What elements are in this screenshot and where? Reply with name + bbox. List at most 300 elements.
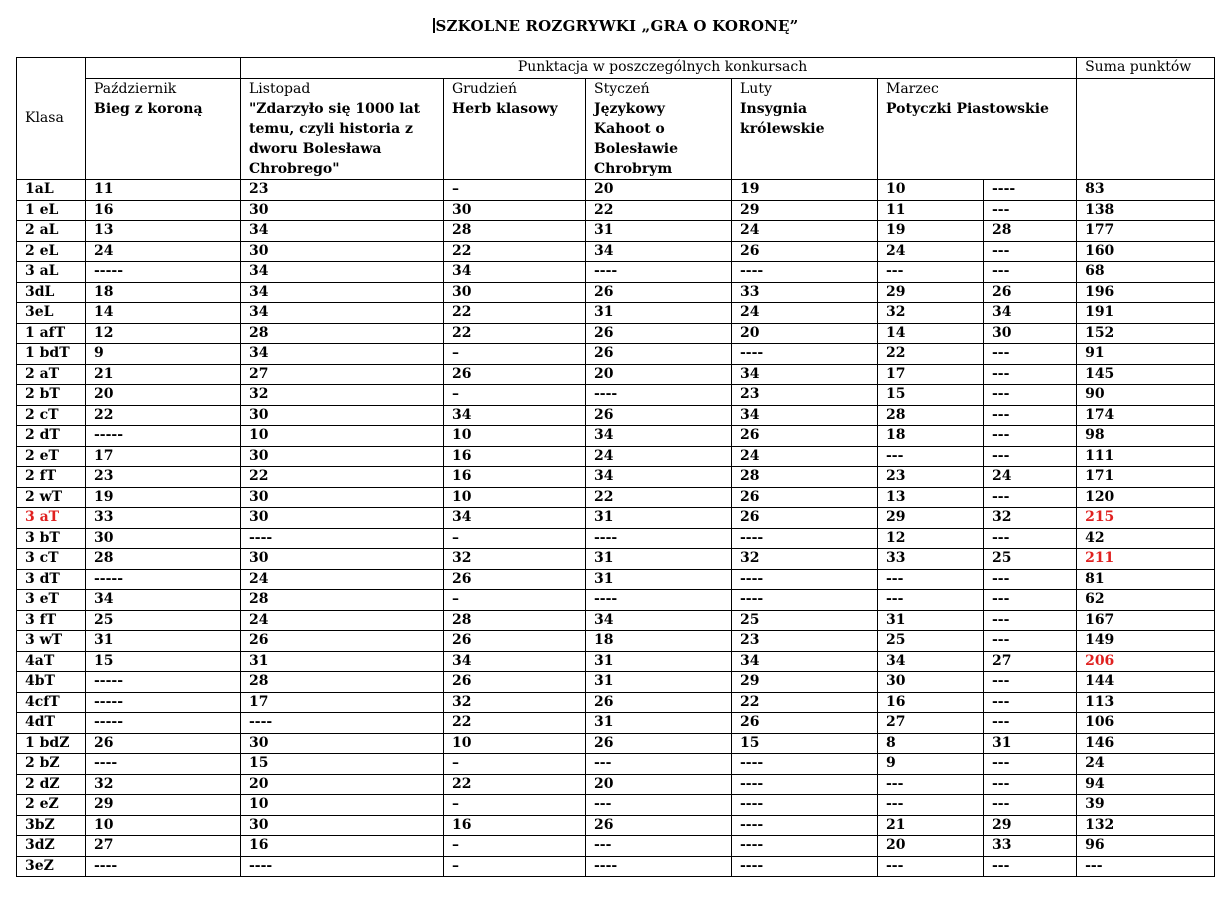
klasa-cell: 2 eL xyxy=(17,241,86,262)
score-cell: 13 xyxy=(86,221,241,242)
score-cell: ----- xyxy=(86,262,241,283)
klasa-cell: 3 cT xyxy=(17,549,86,570)
score-cell: 26 xyxy=(586,323,732,344)
score-cell: 25 xyxy=(732,610,878,631)
score-cell: 32 xyxy=(732,549,878,570)
score-cell: 30 xyxy=(241,549,444,570)
score-cell: 34 xyxy=(444,651,586,672)
sum-cell: 42 xyxy=(1077,528,1215,549)
score-cell: ----- xyxy=(86,672,241,693)
score-cell: 34 xyxy=(732,651,878,672)
score-cell: --- xyxy=(984,446,1077,467)
score-cell: 24 xyxy=(241,569,444,590)
score-cell: 29 xyxy=(86,795,241,816)
sum-cell: 160 xyxy=(1077,241,1215,262)
klasa-cell: 2 dZ xyxy=(17,774,86,795)
score-cell: 10 xyxy=(444,733,586,754)
score-cell: ---- xyxy=(732,344,878,365)
score-cell: 22 xyxy=(444,323,586,344)
klasa-cell: 3dL xyxy=(17,282,86,303)
score-cell: ---- xyxy=(586,262,732,283)
score-cell: 28 xyxy=(241,323,444,344)
score-cell: 16 xyxy=(241,836,444,857)
score-cell: 32 xyxy=(86,774,241,795)
score-cell: 26 xyxy=(444,569,586,590)
score-cell: 34 xyxy=(586,241,732,262)
klasa-cell: 4bT xyxy=(17,672,86,693)
score-cell: 30 xyxy=(241,487,444,508)
score-cell: 14 xyxy=(86,303,241,324)
score-cell: --- xyxy=(984,364,1077,385)
sum-cell: 145 xyxy=(1077,364,1215,385)
score-cell: --- xyxy=(878,590,984,611)
score-cell: 34 xyxy=(586,467,732,488)
score-cell: 25 xyxy=(984,549,1077,570)
klasa-cell: 2 aL xyxy=(17,221,86,242)
score-cell: 32 xyxy=(444,549,586,570)
score-cell: 27 xyxy=(241,364,444,385)
score-cell: 16 xyxy=(878,692,984,713)
score-cell: 22 xyxy=(586,487,732,508)
score-cell: 34 xyxy=(444,405,586,426)
score-cell: ---- xyxy=(86,754,241,775)
header-top-row xyxy=(17,58,1215,79)
score-cell: 30 xyxy=(86,528,241,549)
score-cell: 34 xyxy=(984,303,1077,324)
score-cell: 26 xyxy=(732,426,878,447)
sum-cell: 196 xyxy=(1077,282,1215,303)
score-cell: 20 xyxy=(586,180,732,201)
score-cell: 26 xyxy=(586,733,732,754)
score-cell: --- xyxy=(878,774,984,795)
score-cell: 28 xyxy=(86,549,241,570)
sum-cell: 90 xyxy=(1077,385,1215,406)
klasa-cell: 2 eZ xyxy=(17,795,86,816)
score-cell: 34 xyxy=(86,590,241,611)
score-cell: 30 xyxy=(241,241,444,262)
score-cell: 33 xyxy=(984,836,1077,857)
table-row xyxy=(17,303,1215,324)
score-cell: ---- xyxy=(586,590,732,611)
score-cell: --- xyxy=(984,774,1077,795)
score-cell: --- xyxy=(984,426,1077,447)
score-cell: --- xyxy=(984,487,1077,508)
score-cell: 34 xyxy=(241,221,444,242)
text-cursor xyxy=(433,18,435,33)
score-cell: --- xyxy=(586,754,732,775)
sum-cell: 144 xyxy=(1077,672,1215,693)
score-cell: – xyxy=(444,836,586,857)
table-row xyxy=(17,836,1215,857)
score-cell: 28 xyxy=(444,610,586,631)
score-cell: 10 xyxy=(86,815,241,836)
score-cell: 26 xyxy=(732,241,878,262)
klasa-cell: 3 fT xyxy=(17,610,86,631)
score-cell: ---- xyxy=(241,856,444,877)
score-cell: 22 xyxy=(444,774,586,795)
table-row xyxy=(17,323,1215,344)
klasa-cell: 3 aT xyxy=(17,508,86,529)
score-cell: --- xyxy=(984,631,1077,652)
table-row xyxy=(17,610,1215,631)
sum-cell: 149 xyxy=(1077,631,1215,652)
table-row xyxy=(17,426,1215,447)
score-cell: ---- xyxy=(732,836,878,857)
score-cell: --- xyxy=(984,795,1077,816)
sum-cell: 106 xyxy=(1077,713,1215,734)
sum-cell: 111 xyxy=(1077,446,1215,467)
score-cell: 24 xyxy=(586,446,732,467)
score-cell: --- xyxy=(984,262,1077,283)
score-cell: 22 xyxy=(444,303,586,324)
table-row xyxy=(17,344,1215,365)
klasa-cell: 3dZ xyxy=(17,836,86,857)
score-cell: --- xyxy=(878,856,984,877)
klasa-cell: 4aT xyxy=(17,651,86,672)
sum-cell: 152 xyxy=(1077,323,1215,344)
klasa-cell: 3eZ xyxy=(17,856,86,877)
page-title xyxy=(0,17,1231,35)
score-cell: ----- xyxy=(86,692,241,713)
score-cell: 28 xyxy=(984,221,1077,242)
sum-cell: 62 xyxy=(1077,590,1215,611)
score-cell: 31 xyxy=(586,221,732,242)
klasa-cell: 3 aL xyxy=(17,262,86,283)
score-cell: 9 xyxy=(878,754,984,775)
score-cell: 26 xyxy=(586,815,732,836)
score-cell: 23 xyxy=(241,180,444,201)
score-cell: 29 xyxy=(878,282,984,303)
score-cell: 23 xyxy=(86,467,241,488)
score-cell: 30 xyxy=(241,733,444,754)
score-cell: 10 xyxy=(444,426,586,447)
score-cell: 34 xyxy=(586,426,732,447)
score-cell: 26 xyxy=(586,692,732,713)
table-row xyxy=(17,405,1215,426)
table-row xyxy=(17,282,1215,303)
score-cell: 16 xyxy=(444,467,586,488)
table-row xyxy=(17,364,1215,385)
sum-cell: 68 xyxy=(1077,262,1215,283)
score-cell: 26 xyxy=(732,487,878,508)
score-cell: 22 xyxy=(586,200,732,221)
sum-cell: --- xyxy=(1077,856,1215,877)
table-row xyxy=(17,487,1215,508)
score-cell: 11 xyxy=(86,180,241,201)
score-cell: 20 xyxy=(732,323,878,344)
score-cell: ---- xyxy=(732,590,878,611)
score-cell: --- xyxy=(984,569,1077,590)
sum-cell: 83 xyxy=(1077,180,1215,201)
score-cell: 26 xyxy=(86,733,241,754)
score-cell: 15 xyxy=(241,754,444,775)
table-row xyxy=(17,528,1215,549)
score-cell: 31 xyxy=(586,508,732,529)
table-row xyxy=(17,569,1215,590)
score-cell: --- xyxy=(878,795,984,816)
table-row xyxy=(17,446,1215,467)
score-cell: – xyxy=(444,344,586,365)
sum-cell: 94 xyxy=(1077,774,1215,795)
score-cell: ---- xyxy=(586,856,732,877)
score-cell: 26 xyxy=(241,631,444,652)
table-row xyxy=(17,733,1215,754)
score-cell: 34 xyxy=(732,405,878,426)
table-row xyxy=(17,590,1215,611)
table-row xyxy=(17,774,1215,795)
score-cell: – xyxy=(444,590,586,611)
score-cell: 17 xyxy=(86,446,241,467)
klasa-cell: 1 bdT xyxy=(17,344,86,365)
klasa-cell: 2 fT xyxy=(17,467,86,488)
sum-cell: 171 xyxy=(1077,467,1215,488)
sum-cell: 81 xyxy=(1077,569,1215,590)
score-cell: --- xyxy=(984,200,1077,221)
header-suma-blank xyxy=(1077,79,1215,180)
score-cell: 28 xyxy=(444,221,586,242)
score-cell: ----- xyxy=(86,569,241,590)
klasa-cell: 2 cT xyxy=(17,405,86,426)
score-cell: 33 xyxy=(86,508,241,529)
score-cell: 26 xyxy=(732,508,878,529)
sum-cell: 91 xyxy=(1077,344,1215,365)
score-cell: 26 xyxy=(586,344,732,365)
sum-cell: 96 xyxy=(1077,836,1215,857)
score-cell: 33 xyxy=(878,549,984,570)
page-title-text: SZKOLNE ROZGRYWKI „GRA O KORONĘ” xyxy=(435,17,799,35)
klasa-cell: 2 bZ xyxy=(17,754,86,775)
score-cell: 22 xyxy=(444,241,586,262)
score-cell: 21 xyxy=(878,815,984,836)
score-cell: 26 xyxy=(984,282,1077,303)
score-cell: 17 xyxy=(878,364,984,385)
table-row xyxy=(17,549,1215,570)
score-cell: 10 xyxy=(444,487,586,508)
table-row xyxy=(17,385,1215,406)
score-cell: 32 xyxy=(241,385,444,406)
score-cell: 31 xyxy=(586,651,732,672)
klasa-cell: 3 wT xyxy=(17,631,86,652)
score-cell: 34 xyxy=(878,651,984,672)
sum-cell: 206 xyxy=(1077,651,1215,672)
score-cell: – xyxy=(444,754,586,775)
sum-cell: 113 xyxy=(1077,692,1215,713)
score-cell: 30 xyxy=(878,672,984,693)
klasa-cell: 4cfT xyxy=(17,692,86,713)
score-cell: 18 xyxy=(878,426,984,447)
score-cell: --- xyxy=(878,262,984,283)
score-cell: 30 xyxy=(241,200,444,221)
score-cell: --- xyxy=(984,405,1077,426)
sum-cell: 174 xyxy=(1077,405,1215,426)
sum-cell: 132 xyxy=(1077,815,1215,836)
table-row xyxy=(17,713,1215,734)
score-cell: 15 xyxy=(732,733,878,754)
score-cell: – xyxy=(444,528,586,549)
score-cell: 34 xyxy=(444,262,586,283)
score-cell: 28 xyxy=(732,467,878,488)
score-cell: 27 xyxy=(984,651,1077,672)
sum-cell: 24 xyxy=(1077,754,1215,775)
score-cell: ---- xyxy=(732,754,878,775)
header-klasa: Klasa xyxy=(17,58,86,180)
score-cell: 15 xyxy=(86,651,241,672)
score-cell: 33 xyxy=(732,282,878,303)
score-cell: ---- xyxy=(732,569,878,590)
klasa-cell: 3eL xyxy=(17,303,86,324)
score-cell: 24 xyxy=(732,446,878,467)
score-cell: 30 xyxy=(241,508,444,529)
score-cell: --- xyxy=(984,528,1077,549)
score-cell: 22 xyxy=(732,692,878,713)
sum-cell: 177 xyxy=(1077,221,1215,242)
header-group: Punktacja w poszczególnych konkursach xyxy=(241,58,1077,79)
sum-cell: 215 xyxy=(1077,508,1215,529)
score-cell: ----- xyxy=(86,426,241,447)
table-row xyxy=(17,672,1215,693)
header-month-4: Styczeń Językowy Kahoot o Bolesławie Chrobrym xyxy=(586,79,732,180)
score-cell: 29 xyxy=(732,672,878,693)
score-cell: 20 xyxy=(878,836,984,857)
header-month-3: Grudzień Herb klasowy xyxy=(444,79,586,180)
score-cell: 22 xyxy=(241,467,444,488)
score-cell: 29 xyxy=(984,815,1077,836)
sum-cell: 138 xyxy=(1077,200,1215,221)
score-cell: ---- xyxy=(586,385,732,406)
score-cell: --- xyxy=(984,241,1077,262)
score-cell: 10 xyxy=(241,426,444,447)
score-cell: ---- xyxy=(86,856,241,877)
score-cell: 31 xyxy=(984,733,1077,754)
score-cell: 26 xyxy=(586,282,732,303)
score-cell: --- xyxy=(586,795,732,816)
score-cell: 12 xyxy=(86,323,241,344)
header-month-1: Październik Bieg z koroną xyxy=(86,79,241,180)
klasa-cell: 4dT xyxy=(17,713,86,734)
table-row xyxy=(17,692,1215,713)
score-cell: --- xyxy=(984,672,1077,693)
klasa-cell: 2 eT xyxy=(17,446,86,467)
header-month-2: Listopad "Zdarzyło się 1000 lat temu, czyli historia z dworu Bolesława Chrobrego" xyxy=(241,79,444,180)
score-cell: 18 xyxy=(586,631,732,652)
score-cell: 8 xyxy=(878,733,984,754)
table-row xyxy=(17,795,1215,816)
score-cell: 14 xyxy=(878,323,984,344)
klasa-cell: 1 bdZ xyxy=(17,733,86,754)
table-row xyxy=(17,221,1215,242)
score-cell: 29 xyxy=(732,200,878,221)
score-cell: 16 xyxy=(444,446,586,467)
score-cell: 18 xyxy=(86,282,241,303)
score-cell: 30 xyxy=(241,815,444,836)
header-months-row xyxy=(17,79,1215,180)
score-cell: 19 xyxy=(878,221,984,242)
score-cell: 27 xyxy=(878,713,984,734)
score-cell: 13 xyxy=(878,487,984,508)
score-cell: --- xyxy=(984,713,1077,734)
table-row xyxy=(17,467,1215,488)
score-cell: 30 xyxy=(241,405,444,426)
table-row xyxy=(17,856,1215,877)
score-cell: 31 xyxy=(586,303,732,324)
score-cell: 30 xyxy=(984,323,1077,344)
score-cell: 17 xyxy=(241,692,444,713)
score-cell: ---- xyxy=(732,856,878,877)
score-cell: 31 xyxy=(586,672,732,693)
klasa-cell: 1 afT xyxy=(17,323,86,344)
score-cell: 30 xyxy=(444,200,586,221)
score-cell: 34 xyxy=(586,610,732,631)
score-cell: --- xyxy=(984,590,1077,611)
klasa-cell: 1 eL xyxy=(17,200,86,221)
score-cell: 16 xyxy=(444,815,586,836)
score-cell: ----- xyxy=(86,713,241,734)
score-cell: ---- xyxy=(732,528,878,549)
score-cell: ---- xyxy=(732,795,878,816)
score-cell: 22 xyxy=(444,713,586,734)
klasa-cell: 3 eT xyxy=(17,590,86,611)
score-cell: 26 xyxy=(732,713,878,734)
score-cell: 31 xyxy=(586,569,732,590)
score-cell: 30 xyxy=(241,446,444,467)
score-cell: 31 xyxy=(241,651,444,672)
score-cell: 24 xyxy=(732,221,878,242)
sum-cell: 191 xyxy=(1077,303,1215,324)
score-cell: 22 xyxy=(86,405,241,426)
table-row xyxy=(17,631,1215,652)
score-cell: 34 xyxy=(444,508,586,529)
klasa-cell: 2 aT xyxy=(17,364,86,385)
score-cell: 28 xyxy=(241,672,444,693)
score-cell: 16 xyxy=(86,200,241,221)
klasa-cell: 2 dT xyxy=(17,426,86,447)
score-cell: 22 xyxy=(878,344,984,365)
score-cell: --- xyxy=(878,446,984,467)
score-cell: – xyxy=(444,795,586,816)
score-cell: 28 xyxy=(241,590,444,611)
score-cell: 25 xyxy=(878,631,984,652)
score-cell: 19 xyxy=(732,180,878,201)
score-cell: 26 xyxy=(444,672,586,693)
header-blank-cell xyxy=(86,58,241,79)
score-cell: 34 xyxy=(241,303,444,324)
score-cell: --- xyxy=(984,344,1077,365)
score-cell: ---- xyxy=(984,180,1077,201)
sum-cell: 98 xyxy=(1077,426,1215,447)
score-cell: 23 xyxy=(732,385,878,406)
score-cell: 32 xyxy=(878,303,984,324)
score-cell: 23 xyxy=(878,467,984,488)
score-cell: 32 xyxy=(984,508,1077,529)
score-cell: ---- xyxy=(586,528,732,549)
score-cell: ---- xyxy=(241,713,444,734)
score-cell: 24 xyxy=(878,241,984,262)
score-cell: 31 xyxy=(878,610,984,631)
score-cell: 24 xyxy=(732,303,878,324)
score-cell: 11 xyxy=(878,200,984,221)
score-cell: 26 xyxy=(444,364,586,385)
klasa-cell: 2 wT xyxy=(17,487,86,508)
score-cell: 31 xyxy=(586,549,732,570)
score-cell: 30 xyxy=(444,282,586,303)
header-suma: Suma punktów xyxy=(1077,58,1215,79)
score-cell: 23 xyxy=(732,631,878,652)
score-cell: 20 xyxy=(86,385,241,406)
score-cell: 28 xyxy=(878,405,984,426)
results-table xyxy=(16,57,1215,877)
klasa-cell: 3 dT xyxy=(17,569,86,590)
table-row xyxy=(17,508,1215,529)
